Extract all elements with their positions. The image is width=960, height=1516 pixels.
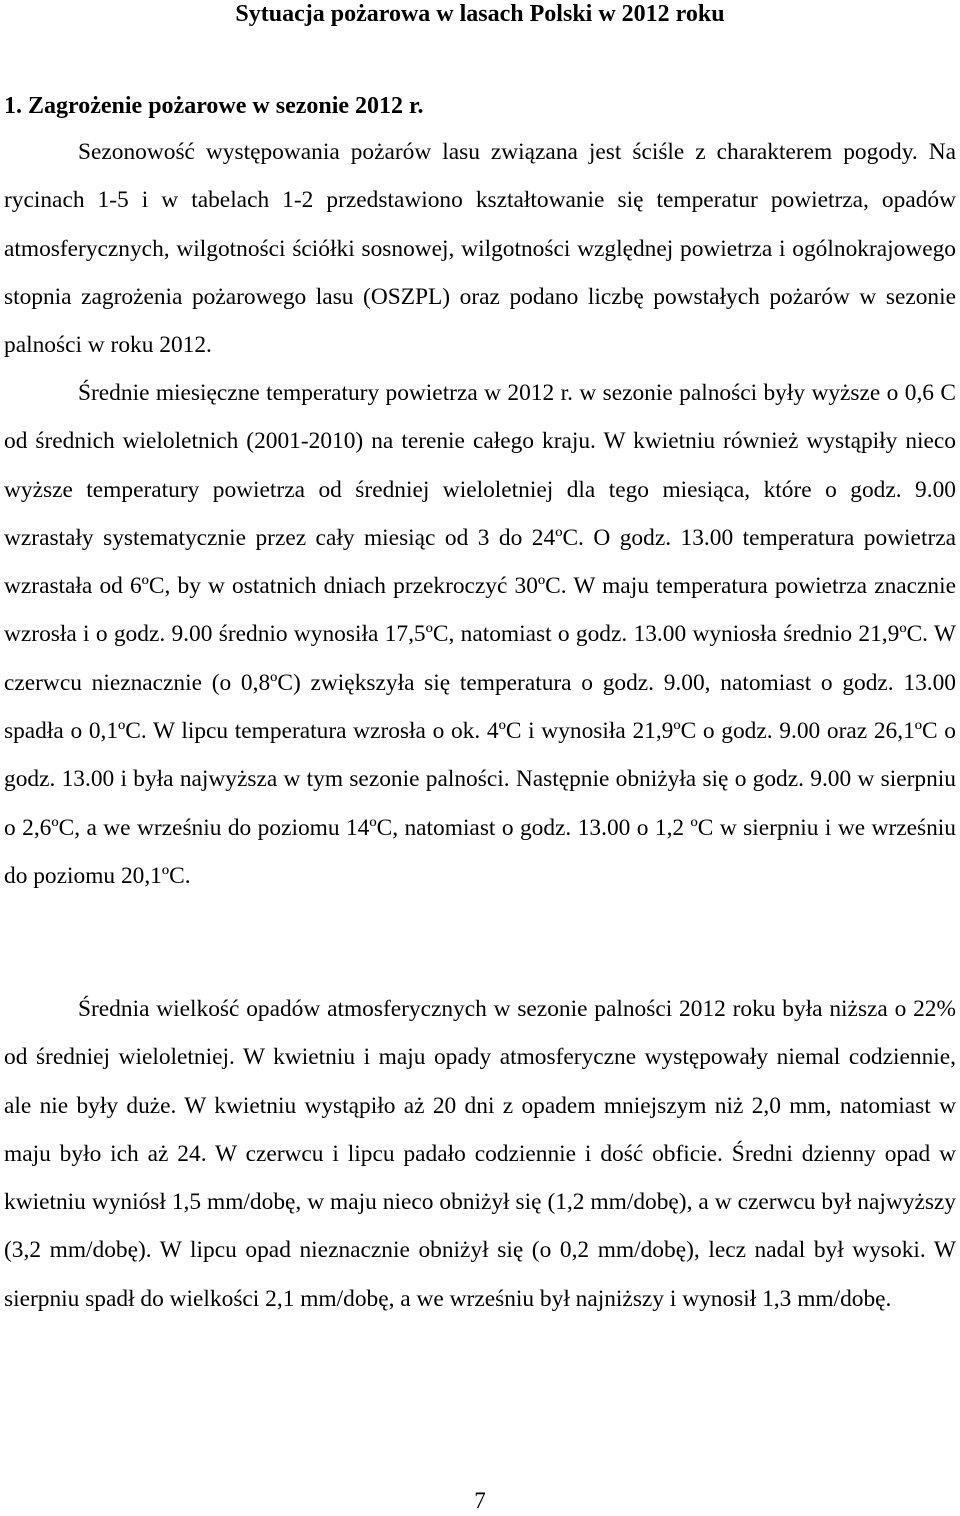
paragraph-precipitation: Średnia wielkość opadów atmosferycznych w sezonie palności 2012 roku była niższa o 22% od średniej wieloletniej. W kwietniu i maju opady atmosferyczne występowały niemal codziennie, ale nie były duże. W kwietniu wystąpiło aż 20 dni z opadem mniejszym niż 2,0 mm, natomiast w maju było ich aż 24. W czerwcu i lipcu padało codziennie i dość obficie. Średni dzienny opad w kwietniu wyniósł 1,5 mm/dobę, w maju nieco obniżył się (1,2 mm/dobę), a w czerwcu był najwyższy (3,2 mm/dobę). W lipcu opad nieznacznie obniżył się (o 0,2 mm/dobę), lecz nadal był wysoki. W sierpniu spadł do wielkości 2,1 mm/dobę, a we wrześniu był najniższy i wynosił 1,3 mm/dobę.: [4, 996, 956, 1312]
page-number: 7: [474, 1488, 486, 1513]
paragraph-seasonality: Sezonowość występowania pożarów lasu związana jest ściśle z charakterem pogody. Na rycinach 1-5 i w tabelach 1-2 przedstawiono kształtowanie się temperatur powietrza, opadów atmosferycznych, wilgotności ściółki sosnowej, wilgotności względnej powietrza i ogólnokrajowego stopnia zagrożenia pożarowego lasu (OSZPL) oraz podano liczbę powstałych pożarów w sezonie palności w roku 2012.: [4, 139, 956, 359]
section-heading: 1. Zagrożenie pożarowe w sezonie 2012 r.: [4, 93, 424, 119]
document-title: Sytuacja pożarowa w lasach Polski w 2012 roku: [235, 1, 725, 27]
paragraph-temperatures: Średnie miesięczne temperatury powietrza w 2012 r. w sezonie palności były wyższe o 0,6 C od średnich wieloletnich (2001-2010) na terenie całego kraju. W kwietniu również wystąpiły nieco wyższe temperatury powietrza od średniej wieloletniej dla tego miesiąca, które o godz. 9.00 wzrastały systematycznie przez cały miesiąc od 3 do 24ºC. O godz. 13.00 temperatura powietrza wzrastała od 6ºC, by w ostatnich dniach przekroczyć 30ºC. W maju temperatura powietrza znacznie wzrosła i o godz. 9.00 średnio wynosiła 17,5ºC, natomiast o godz. 13.00 wyniosła średnio 21,9ºC. W czerwcu nieznacznie (o 0,8ºC) zwiększyła się temperatura o godz. 9.00, natomiast o godz. 13.00 spadła o 0,1ºC. W lipcu temperatura wzrosła o ok. 4ºC i wynosiła 21,9ºC o godz. 9.00 oraz 26,1ºC o godz. 13.00 i była najwyższa w tym sezonie palności. Następnie obniżyła się o godz. 9.00 w sierpniu o 2,6ºC, a we wrześniu do poziomu 14ºC, natomiast o godz. 13.00 o 1,2 ºC w sierpniu i we wrześniu do poziomu 20,1ºC.: [4, 380, 956, 889]
